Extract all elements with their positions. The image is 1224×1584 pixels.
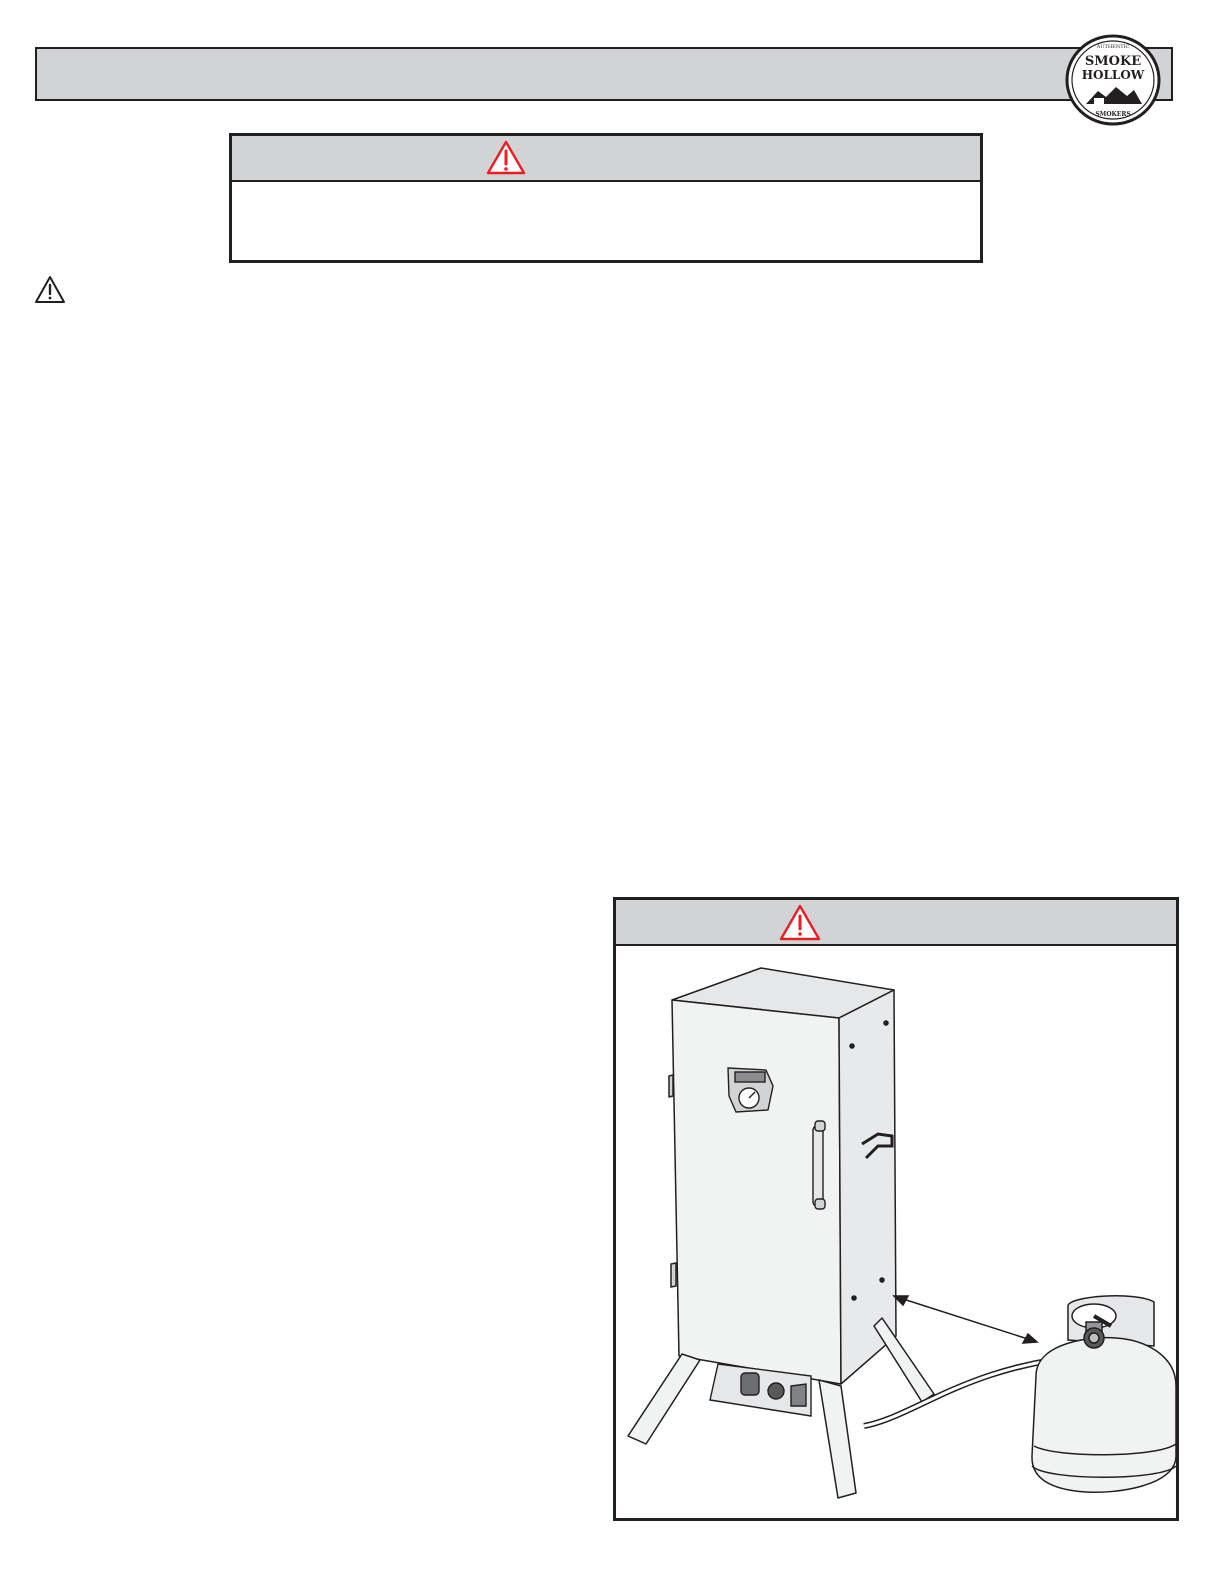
smoke-hollow-logo [1064,34,1162,126]
smoker-and-propane-tank-illustration [616,946,1176,1518]
door-handle [813,1121,825,1209]
svg-text:HOLLOW: HOLLOW [1081,68,1145,82]
svg-text:SMOKE: SMOKE [1084,54,1142,69]
clearance-arrow [894,1296,1037,1343]
warning-triangle-icon [779,904,821,942]
svg-text:AUTHENTIC: AUTHENTIC [1096,44,1130,50]
figure-header [616,900,1176,946]
propane-tank [1032,1296,1176,1493]
thermometer-gauge [728,1068,773,1112]
smoker-cabinet [669,968,896,1384]
svg-text:SMOKERS: SMOKERS [1095,111,1131,118]
caution-triangle-icon [34,275,66,305]
warning-box-header [232,136,980,182]
figure-box [613,897,1179,1521]
warning-triangle-icon [486,140,526,176]
header-bar [35,47,1173,101]
warning-box [229,133,983,263]
logo-seal [1064,34,1162,126]
smoker-illustration [616,946,1176,1518]
